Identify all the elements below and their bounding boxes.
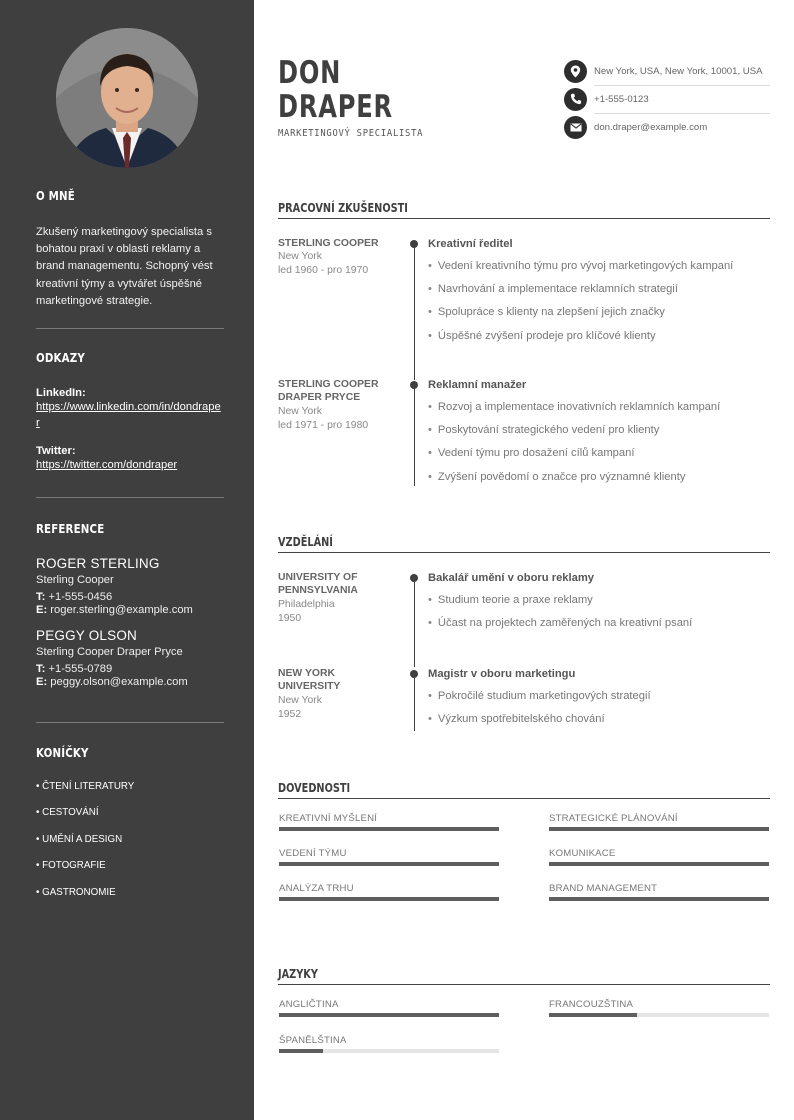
skill-item [549, 813, 769, 831]
experience-heading: PRACOVNÍ ZKUŠENOSTI [278, 199, 770, 219]
entry-period: led 1960 - pro 1970 [278, 265, 369, 277]
entry-organization: PENNSYLVANIA [278, 585, 358, 597]
full-name [278, 56, 393, 124]
skill-bar-fill [279, 897, 499, 901]
bullet-item: • Výzkum spotřebitelského chování [428, 712, 770, 735]
reference-email: E: peggy.olson@example.com [36, 676, 188, 688]
about-heading: O MNĚ [36, 188, 75, 203]
entry-details [428, 378, 770, 493]
entry-location: New York [278, 251, 322, 263]
email-text[interactable]: don.draper@example.com [594, 121, 708, 133]
links-heading: ODKAZY [36, 350, 85, 365]
job-title: MARKETINGOVÝ SPECIALISTA [278, 128, 424, 139]
contact-email [564, 113, 770, 141]
language-bar [279, 1049, 499, 1053]
location-pin-icon [564, 60, 587, 83]
reference-company: Sterling Cooper Draper Pryce [36, 646, 183, 658]
entry-location: New York [278, 694, 322, 706]
hobby-item: • ČTENÍ LITERATURY [36, 781, 135, 792]
hobby-item: • GASTRONOMIE [36, 886, 116, 898]
bullet-item: • Spolupráce s klienty na zlepšení jejich značky [428, 305, 770, 328]
skill-label: BRAND MANAGEMENT [549, 883, 658, 894]
entry-title: Reklamní manažer [428, 379, 527, 391]
entry-details [428, 571, 770, 639]
about-text: Zkušený marketingový specialista s bohatou praxí v oblasti reklamy a brand managementu. Schopný vést kreativní týmy a vytvářet úspěšné marketingové strategie. [36, 226, 213, 307]
entry-bullets [428, 259, 770, 352]
entry-details [428, 667, 770, 735]
link-label: LinkedIn: [36, 387, 86, 399]
portrait-image [56, 28, 198, 168]
entry-details [428, 237, 770, 352]
hobby-item: • CESTOVÁNÍ [36, 807, 99, 819]
skill-bar-fill [549, 827, 769, 831]
bullet-item: • Poskytování strategického vedení pro klienty [428, 423, 770, 446]
reference-phone: T: +1-555-0789 [36, 663, 113, 675]
bullet-item: • Vedení kreativního týmu pro vývoj marketingových kampaní [428, 259, 770, 282]
envelope-icon [564, 116, 587, 139]
sidebar [0, 0, 254, 1120]
profile-photo [56, 28, 198, 168]
entry-period: 1952 [278, 708, 302, 720]
skill-bar [279, 897, 499, 901]
reference-name: ROGER STERLING [36, 556, 160, 571]
bullet-item: • Zvýšení povědomí o značce pro významné klienty [428, 470, 770, 493]
entry-title: Magistr v oboru marketingu [428, 668, 576, 680]
entry-location: Philadelphia [278, 598, 335, 610]
last-name: DRAPER [278, 89, 393, 125]
skill-label: STRATEGICKÉ PLÁNOVÁNÍ [549, 813, 678, 824]
timeline-line [414, 579, 415, 667]
entry-title: Kreativní ředitel [428, 238, 513, 250]
entry-meta [278, 667, 396, 722]
contact-address [564, 57, 770, 85]
skill-item [549, 848, 769, 866]
skill-bar-fill [549, 862, 769, 866]
linkedin-link[interactable]: https://www.linkedin.com/in/dondraper [36, 401, 221, 429]
entry-bullets [428, 400, 770, 493]
skill-bar [549, 827, 769, 831]
skill-item [549, 883, 769, 901]
hobby-item: • FOTOGRAFIE [36, 860, 106, 872]
bullet-item: • Rozvoj a implementace inovativních reklamních kampaní [428, 400, 770, 423]
entry-organization: NEW YORK [278, 668, 335, 679]
divider [36, 722, 224, 723]
skill-bar-fill [549, 897, 769, 901]
first-name: DON [278, 55, 342, 91]
hobbies-section [36, 745, 224, 912]
entry-period: 1950 [278, 612, 302, 624]
entry-organization: UNIVERSITY [278, 681, 341, 693]
skills-heading: DOVEDNOSTI [278, 779, 770, 799]
reference-item [36, 628, 224, 688]
contact-phone [564, 85, 770, 113]
language-bar [549, 1013, 769, 1017]
entry-organization: DRAPER PRYCE [278, 392, 361, 404]
language-bar-fill [279, 1013, 499, 1017]
skill-bar-fill [279, 862, 499, 866]
skill-label: KREATIVNÍ MYŠLENÍ [279, 813, 378, 824]
link-label: Twitter: [36, 445, 76, 457]
languages-heading: JAZYKY [278, 965, 770, 985]
language-item [279, 999, 499, 1017]
skill-item [279, 883, 499, 901]
entry-meta [278, 237, 396, 278]
language-item [279, 1035, 499, 1053]
bullet-item: • Navrhování a implementace reklamních strategií [428, 282, 770, 305]
language-item [549, 999, 769, 1017]
skill-bar [279, 862, 499, 866]
language-bar [279, 1013, 499, 1017]
entry-organization: STERLING COOPER [278, 238, 379, 249]
entry-meta [278, 571, 396, 626]
entry-bullets [428, 593, 770, 639]
reference-item [36, 556, 224, 616]
skill-bar-fill [279, 827, 499, 831]
bullet-item: • Úspěšné zvýšení prodeje pro klíčové klienty [428, 329, 770, 352]
language-label: ANGLIČTINA [279, 999, 339, 1010]
entry-location: New York [278, 405, 322, 417]
entry-organization: UNIVERSITY OF [278, 572, 358, 583]
skill-label: VEDENÍ TÝMU [279, 848, 347, 859]
bullet-item: • Vedení týmu pro dosažení cílů kampaní [428, 446, 770, 469]
skill-label: KOMUNIKACE [549, 848, 616, 859]
education-heading: VZDĚLÁNÍ [278, 533, 770, 553]
language-label: ŠPANĚLŠTINA [279, 1035, 347, 1046]
about-section [36, 188, 224, 310]
bullet-item: • Pokročilé studium marketingových strategií [428, 689, 770, 712]
bullet-item: • Účast na projektech zaměřených na kreativní psaní [428, 616, 770, 639]
skill-item [279, 813, 499, 831]
reference-phone: T: +1-555-0456 [36, 591, 113, 603]
hobbies-heading: KONÍČKY [36, 745, 89, 760]
skill-label: ANALÝZA TRHU [279, 883, 354, 894]
divider [36, 497, 224, 498]
skill-bar [549, 897, 769, 901]
entry-meta [278, 378, 396, 433]
hobby-item: • UMĚNÍ A DESIGN [36, 833, 123, 845]
entry-period: led 1971 - pro 1980 [278, 419, 369, 431]
skill-bar [279, 827, 499, 831]
language-bar-fill [279, 1049, 323, 1053]
language-bar-fill [549, 1013, 637, 1017]
timeline-line [414, 675, 415, 731]
bullet-item: • Studium teorie a praxe reklamy [428, 593, 770, 616]
main-content [254, 0, 794, 1120]
references-section [36, 521, 224, 688]
hobbies-list [36, 780, 224, 912]
references-heading: REFERENCE [36, 521, 105, 536]
divider [36, 328, 224, 329]
entry-bullets [428, 689, 770, 735]
language-label: FRANCOUZŠTINA [549, 999, 634, 1010]
link-item-twitter [36, 445, 224, 474]
skill-item [279, 848, 499, 866]
entry-title: Bakalář umění v oboru reklamy [428, 572, 595, 584]
links-section [36, 350, 224, 474]
entry-organization: STERLING COOPER [278, 379, 379, 390]
timeline-line [414, 386, 415, 486]
reference-company: Sterling Cooper [36, 574, 114, 586]
skill-bar [549, 862, 769, 866]
reference-email: E: roger.sterling@example.com [36, 604, 193, 616]
phone-text: +1-555-0123 [594, 93, 649, 105]
address-text: New York, USA, New York, 10001, USA [594, 65, 763, 77]
twitter-link[interactable]: https://twitter.com/dondraper [36, 459, 178, 471]
link-item-linkedin [36, 387, 224, 431]
timeline-line [414, 245, 415, 380]
reference-name: PEGGY OLSON [36, 628, 137, 643]
phone-icon [564, 88, 587, 111]
